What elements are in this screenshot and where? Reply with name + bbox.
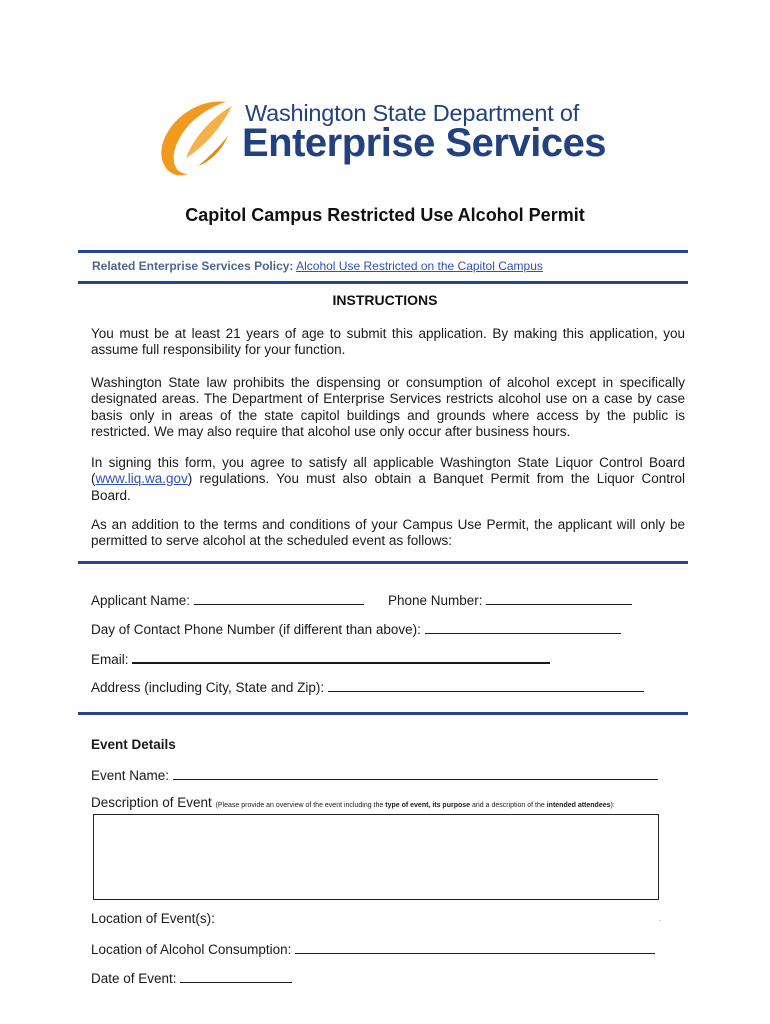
hint-text: (Please provide an overview of the event including the <box>215 802 386 809</box>
event-name-row <box>91 766 658 783</box>
alcohol-location-label: Location of Alcohol Consumption: <box>91 942 292 957</box>
phone-number-label: Phone Number: <box>388 593 483 608</box>
day-of-phone-field[interactable] <box>425 620 621 634</box>
phone-number-row <box>388 591 632 608</box>
address-row <box>91 678 644 695</box>
event-name-label: Event Name: <box>91 768 170 783</box>
instruction-paragraph-liquor-board <box>91 455 685 504</box>
alcohol-location-field[interactable] <box>295 940 655 954</box>
event-description-row <box>91 795 615 810</box>
day-of-phone-label: Day of Contact Phone Number (if different than above): <box>91 622 421 637</box>
email-field[interactable] <box>132 649 550 664</box>
event-date-row <box>91 969 292 986</box>
divider <box>78 561 688 564</box>
hint-text: ): <box>610 802 615 809</box>
event-name-field[interactable] <box>173 766 658 780</box>
email-row <box>91 649 550 667</box>
applicant-name-field[interactable] <box>194 591 364 605</box>
instruction-paragraph-terms: As an addition to the terms and conditions of your Campus Use Permit, the applicant will only be permitted to serve alcohol at the scheduled event as follows: <box>91 517 685 549</box>
applicant-name-row <box>91 591 364 608</box>
liquor-board-link[interactable]: www.liq.wa.gov <box>95 471 188 487</box>
liquor-board-text-after: ) regulations. You must also obtain a Banquet Permit from the Liquor Control Board. <box>91 471 685 503</box>
instructions-heading: INSTRUCTIONS <box>332 292 438 308</box>
divider <box>78 250 688 253</box>
event-date-label: Date of Event: <box>91 971 177 986</box>
logo-text-department: Washington State Department of <box>245 100 580 126</box>
instruction-paragraph-law: Washington State law prohibits the dispensing or consumption of alcohol except in specifically designated areas. The Department of Enterprise Services restricts alcohol use on a case by case basis only in areas of the state capitol buildings and grounds where access by the public is restricted. We may also require that alcohol use only occur after business hours. <box>91 375 685 439</box>
divider <box>78 712 688 715</box>
alcohol-location-row <box>91 940 655 957</box>
applicant-name-label: Applicant Name: <box>91 593 191 608</box>
location-row <box>91 911 215 926</box>
event-description-label: Description of Event <box>91 795 212 810</box>
hint-text: and a description of the <box>470 802 547 809</box>
policy-link[interactable]: Alcohol Use Restricted on the Capitol Campus <box>296 259 543 273</box>
hint-bold-text: intended attendees <box>546 802 611 809</box>
stray-mark: . <box>659 914 662 923</box>
hint-bold-text: type of event, its purpose <box>385 802 471 809</box>
email-label: Email: <box>91 652 129 667</box>
page-title: Capitol Campus Restricted Use Alcohol Permit <box>185 205 585 225</box>
related-policy <box>92 259 543 273</box>
day-of-phone-row <box>91 620 621 637</box>
liquor-board-text-before: In signing this form, you agree to satisfy all applicable Washington State Liquor Control Board ( <box>91 455 685 487</box>
event-details-heading: Event Details <box>91 737 176 752</box>
orange-swoosh-logo-icon <box>158 96 240 180</box>
instruction-paragraph-age: You must be at least 21 years of age to submit this application. By making this application, you assume full responsibility for your function. <box>91 326 685 358</box>
address-label: Address (including City, State and Zip): <box>91 680 325 695</box>
divider <box>78 281 688 284</box>
phone-number-field[interactable] <box>486 591 632 605</box>
policy-label: Related Enterprise Services Policy: <box>92 259 294 273</box>
event-description-textbox[interactable] <box>93 814 659 900</box>
event-description-hint <box>216 802 615 809</box>
address-field[interactable] <box>328 678 644 692</box>
logo-text-enterprise-services: Enterprise Services <box>242 121 607 165</box>
location-label: Location of Event(s): <box>91 911 215 926</box>
event-date-field[interactable] <box>180 969 292 983</box>
